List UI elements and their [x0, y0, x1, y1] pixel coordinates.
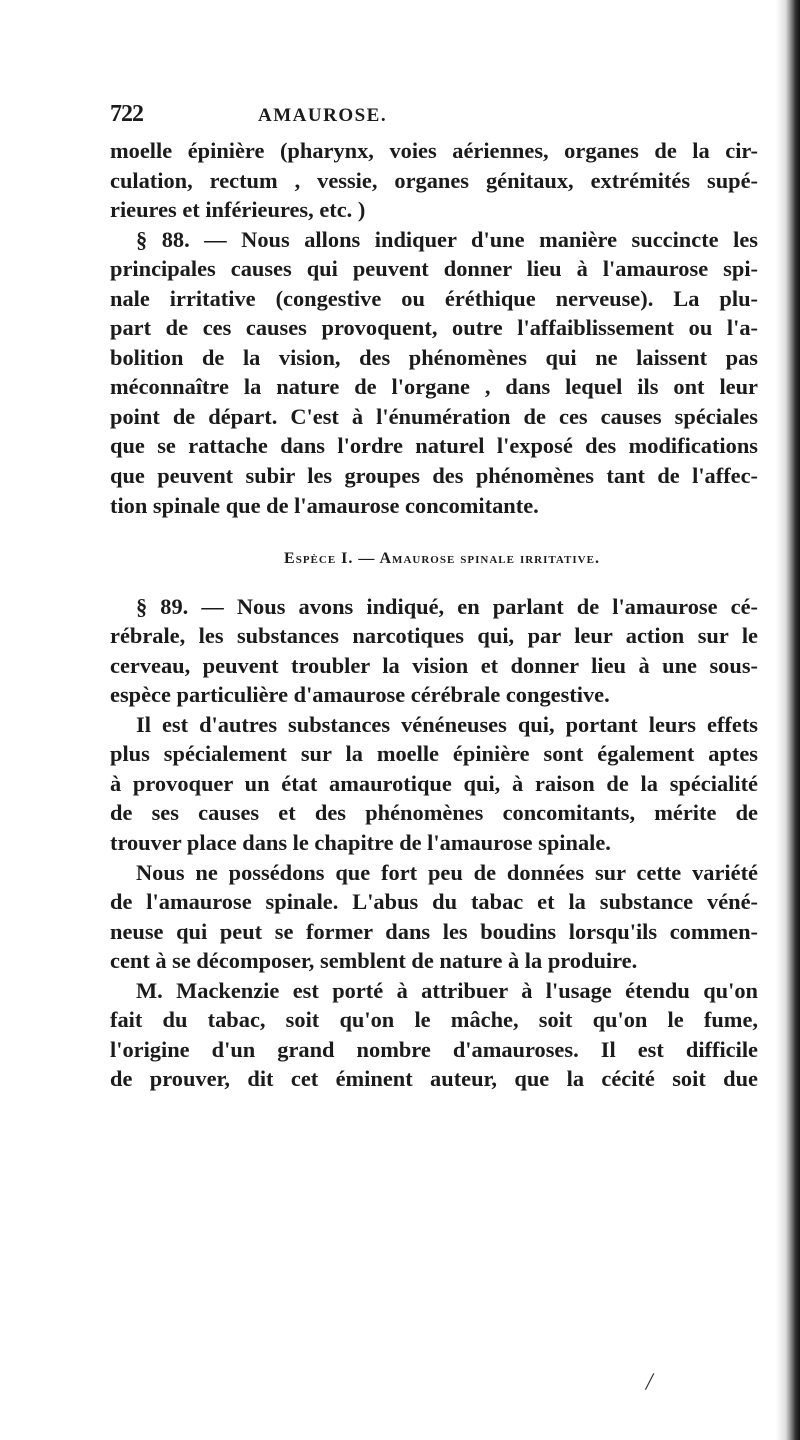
- text-line: trouver place dans le chapitre de l'amaurose spinale.: [110, 830, 611, 856]
- paragraph-6: [110, 976, 758, 1094]
- paragraph-5: [110, 858, 758, 976]
- text-line: cerveau, peuvent troubler la vision et donner lieu à une sous-: [110, 652, 758, 678]
- text-line: de ses causes et des phénomènes concomitants, mérite de: [110, 800, 758, 826]
- page-header: [110, 100, 758, 136]
- text-line: tion spinale que de l'amaurose concomitante.: [110, 492, 539, 518]
- text-line: M. Mackenzie est porté à attribuer à l'usage étendu qu'on: [136, 977, 758, 1003]
- page-edge-shadow: [776, 0, 786, 1440]
- text-line: Nous ne possédons que fort peu de données sur cette variété: [136, 859, 758, 885]
- stray-pen-mark: /: [644, 1366, 656, 1397]
- text-line: rébrale, les substances narcotiques qui, par leur action sur le: [110, 623, 758, 649]
- text-block: [110, 100, 758, 1094]
- text-line: de prouver, dit cet éminent auteur, que la cécité soit due: [110, 1066, 758, 1092]
- text-line: part de ces causes provoquent, outre l'affaiblissement ou l'a-: [110, 315, 758, 341]
- section-heading: Espèce I. — Amaurose spinale irritative.: [284, 550, 600, 568]
- text-line: principales causes qui peuvent donner lieu à l'amaurose spi-: [110, 256, 758, 282]
- text-line: moelle épinière (pharynx, voies aériennes, organes de la cir-: [110, 138, 758, 163]
- text-line: cent à se décomposer, semblent de nature à la produire.: [110, 948, 638, 974]
- text-line: rieures et inférieures, etc. ): [110, 197, 366, 223]
- text-line: culation, rectum , vessie, organes génitaux, extrémités supé-: [110, 167, 758, 193]
- paragraph-3: [110, 592, 758, 710]
- text-line: point de départ. C'est à l'énumération de ces causes spéciales: [110, 403, 758, 429]
- text-line: espèce particulière d'amaurose cérébrale congestive.: [110, 682, 610, 708]
- running-head: AMAUROSE.: [258, 105, 388, 126]
- book-edge: [786, 0, 800, 1440]
- paragraph-2: [110, 225, 758, 520]
- text-line: fait du tabac, soit qu'on le mâche, soit qu'on le fume,: [110, 1007, 758, 1033]
- page-number: 722: [110, 101, 143, 127]
- text-line: § 88. — Nous allons indiquer d'une manière succincte les: [136, 226, 758, 252]
- text-line: l'origine d'un grand nombre d'amauroses. Il est difficile: [110, 1036, 758, 1062]
- text-line: bolition de la vision, des phénomènes qui ne laissent pas: [110, 344, 758, 370]
- text-line: nale irritative (congestive ou éréthique nerveuse). La plu-: [110, 285, 758, 311]
- text-line: plus spécialement sur la moelle épinière sont également aptes: [110, 741, 758, 767]
- text-line: que peuvent subir les groupes des phénomènes tant de l'affec-: [110, 463, 758, 489]
- text-line: que se rattache dans l'ordre naturel l'exposé des modifications: [110, 433, 758, 459]
- text-line: à provoquer un état amaurotique qui, à raison de la spécialité: [110, 770, 758, 796]
- text-line: de l'amaurose spinale. L'abus du tabac et la substance véné-: [110, 889, 758, 915]
- paragraph-4: [110, 710, 758, 858]
- text-line: § 89. — Nous avons indiqué, en parlant de l'amaurose cé-: [136, 593, 758, 619]
- text-line: neuse qui peut se former dans les boudins lorsqu'ils commen-: [110, 918, 758, 944]
- paragraph-1: [110, 136, 758, 225]
- text-line: méconnaître la nature de l'organe , dans lequel ils ont leur: [110, 374, 758, 400]
- text-line: Il est d'autres substances vénéneuses qui, portant leurs effets: [136, 711, 758, 737]
